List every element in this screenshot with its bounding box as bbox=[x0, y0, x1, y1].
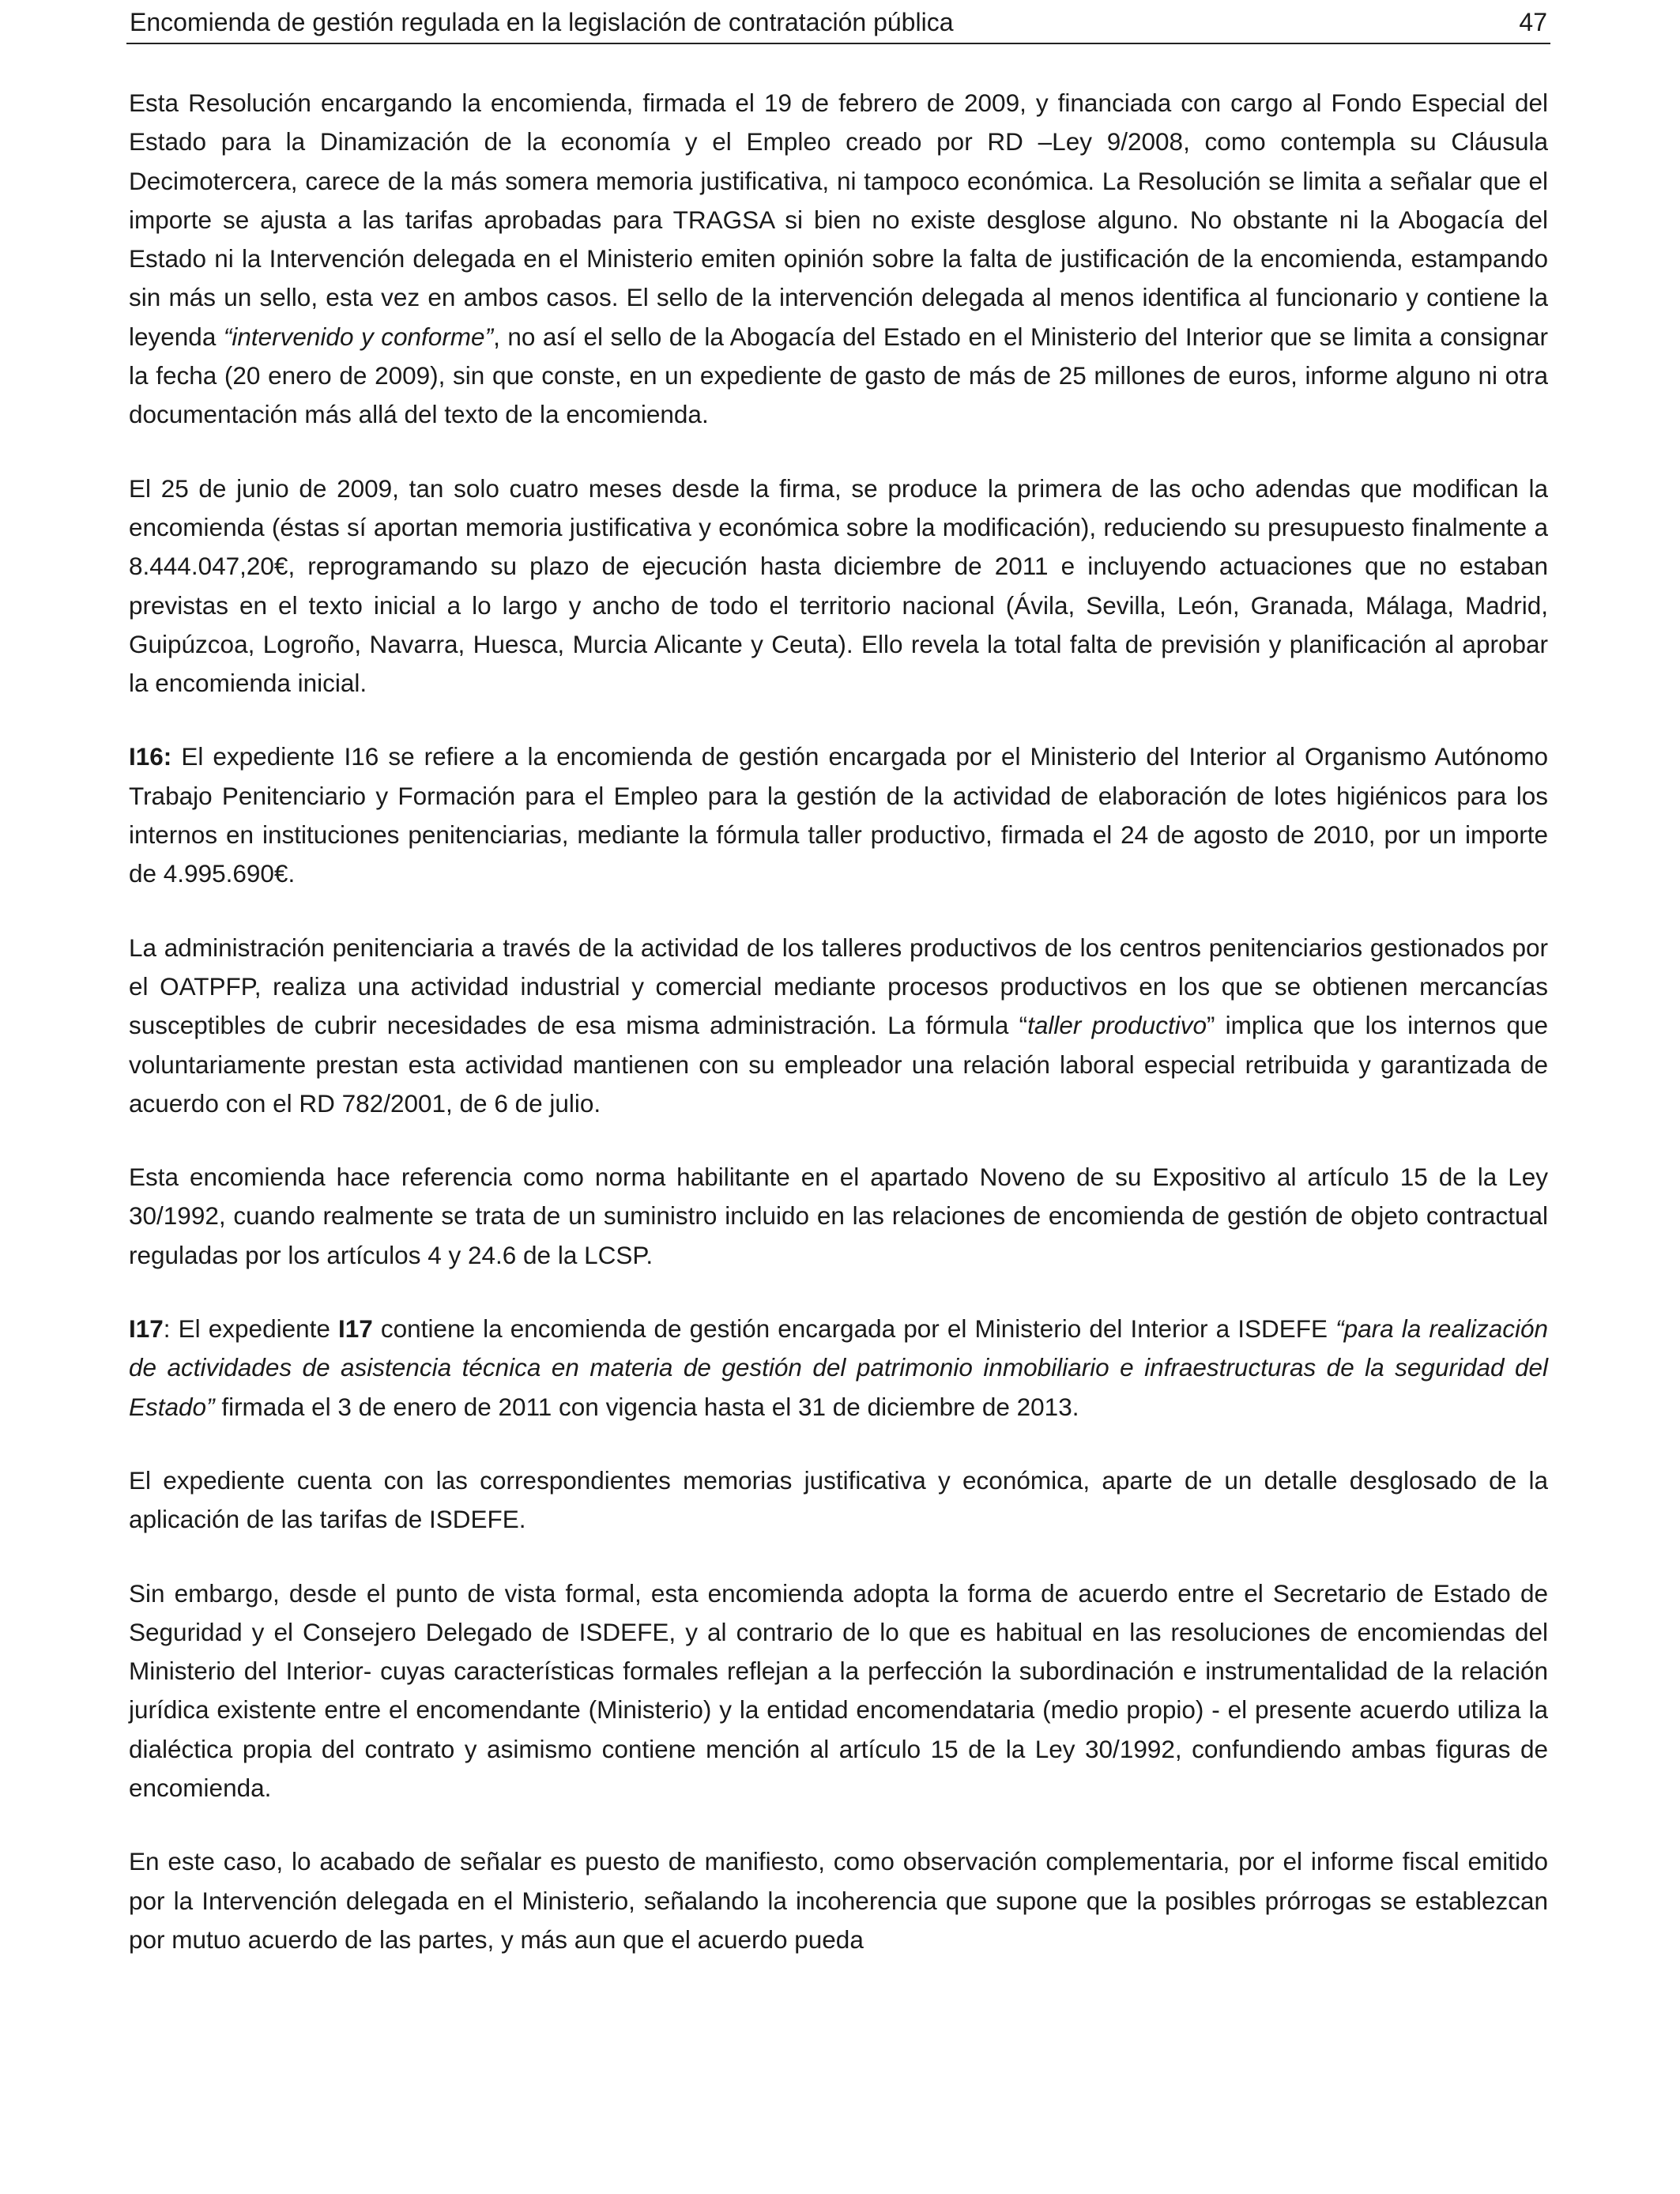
header-title: Encomienda de gestión regulada en la legislación de contratación pública bbox=[130, 8, 954, 36]
paragraph-text: Esta encomienda hace referencia como norma habilitante en el apartado Noveno de su Expositivo al artículo 15 de la Ley 30/1992, cuando realmente se trata de un suministro incluido en las relaciones de encomienda de gestión de objeto contractual reguladas por los artículos 4 y 24.6 de la LCSP. bbox=[129, 1163, 1548, 1269]
paragraph-i17 bbox=[129, 1310, 1548, 1427]
paragraph-resolucion bbox=[129, 84, 1548, 435]
paragraph-text: , no así el sello de la Abogacía del Estado en el Ministerio del Interior que se limita a consignar la fecha (20 enero de 2009), sin que conste, en un expediente de gasto de más de 25 millones de euros, informe alguno ni otra documentación más allá del texto de la encomienda. bbox=[129, 322, 1548, 429]
paragraph-text: Esta Resolución encargando la encomienda, firmada el 19 de febrero de 2009, y financiada con cargo al Fondo Especial del Estado para la Dinamización de la economía y el Empleo creado por RD –Ley 9/2008, como contempla su Cláusula Decimotercera, carece de la más somera memoria justificativa, ni tampoco económica. La Resolución se limita a señalar que el importe se ajusta a las tarifas aprobadas para TRAGSA si bien no existe desglose alguno. No obstante ni la Abogacía del Estado ni la Intervención delegada en el Ministerio emiten opinión sobre la falta de justificación de la encomienda, estampando sin más un sello, esta vez en ambos casos. El sello de la intervención delegada al menos identifica al funcionario y contiene la leyenda bbox=[129, 89, 1548, 351]
page-header bbox=[126, 5, 1550, 44]
expediente-label-i17: I17 bbox=[129, 1314, 164, 1344]
page-number: 47 bbox=[1519, 8, 1547, 36]
paragraph-text: El expediente I16 se refiere a la encomienda de gestión encargada por el Ministerio del Interior al Organismo Autónomo Trabajo Penitenciario y Formación para el Empleo para la gestión de la actividad de elaboración de lotes higiénicos para los internos en instituciones penitenciarias, mediante la fórmula taller productivo, firmada el 24 de agosto de 2010, por un importe de 4.995.690€. bbox=[129, 742, 1548, 888]
paragraph-text: En este caso, lo acabado de señalar es puesto de manifiesto, como observación complementaria, por el informe fiscal emitido por la Intervención delegada en el Ministerio, señalando la incoherencia que supone que la posibles prórrogas se establezcan por mutuo acuerdo de las partes, y más aun que el acuerdo pueda bbox=[129, 1847, 1548, 1954]
paragraph-adendas bbox=[129, 469, 1548, 703]
paragraph-text: El expediente cuenta con las correspondientes memorias justificativa y económica, aparte de un detalle desglosado de la aplicación de las tarifas de ISDEFE. bbox=[129, 1465, 1548, 1534]
quoted-legend: “intervenido y conforme” bbox=[223, 322, 494, 351]
expediente-label-i16: I16: bbox=[129, 742, 172, 771]
paragraph-text: El 25 de junio de 2009, tan solo cuatro meses desde la firma, se produce la primera de las ocho adendas que modifican la encomienda (éstas sí aportan memoria justificativa y económica sobre la modificación), reduciendo su presupuesto finalmente a 8.444.047,20€, reprogramando su plazo de ejecución hasta diciembre de 2011 e incluyendo actuaciones que no estaban previstas en el texto inicial a lo largo y ancho de todo el territorio nacional (Ávila, Sevilla, León, Granada, Málaga, Madrid, Guipúzcoa, Logroño, Navarra, Huesca, Murcia Alicante y Ceuta). Ello revela la total falta de previsión y planificación al aprobar la encomienda inicial. bbox=[129, 473, 1548, 698]
body-text bbox=[129, 84, 1548, 1994]
expediente-label-i17-inline: I17 bbox=[338, 1314, 373, 1344]
paragraph-text: : El expediente bbox=[163, 1314, 338, 1344]
paragraph-text: La administración penitenciaria a través de la actividad de los talleres productivos de los centros penitenciarios gestionados por el OATPFP, realiza una actividad industrial y comercial mediante procesos productivos en los que se obtienen mercancías susceptibles de cubrir necesidades de esa misma administración. La fórmula “ bbox=[129, 933, 1548, 1040]
paragraph-informe-fiscal bbox=[129, 1842, 1548, 1959]
paragraph-administracion-penitenciaria bbox=[129, 929, 1548, 1123]
paragraph-norma-habilitante bbox=[129, 1158, 1548, 1275]
paragraph-text: ” implica que los internos que voluntariamente prestan esta actividad mantienen con su empleador una relación laboral especial retribuida y garantizada de acuerdo con el RD 782/2001, de 6 de julio. bbox=[129, 1011, 1548, 1118]
paragraph-punto-de-vista-formal bbox=[129, 1574, 1548, 1808]
paragraph-text: Sin embargo, desde el punto de vista formal, esta encomienda adopta la forma de acuerdo entre el Secretario de Estado de Seguridad y el Consejero Delegado de ISDEFE, y al contrario de lo que es habitual en las resoluciones de encomiendas del Ministerio del Interior- cuyas características formales reflejan a la perfección la subordinación e instrumentalidad de la relación jurídica existente entre el encomendante (Ministerio) y la entidad encomendataria (medio propio) - el presente acuerdo utiliza la dialéctica propia del contrato y asimismo contiene mención al artículo 15 de la Ley 30/1992, confundiendo ambas figuras de encomienda. bbox=[129, 1578, 1548, 1802]
paragraph-memorias bbox=[129, 1461, 1548, 1540]
paragraph-text: firmada el 3 de enero de 2011 con vigencia hasta el 31 de diciembre de 2013. bbox=[214, 1392, 1079, 1421]
paragraph-i16 bbox=[129, 737, 1548, 893]
italic-term: taller productivo bbox=[1027, 1011, 1207, 1040]
quoted-object: “para la realización de actividades de asistencia técnica en materia de gestión del patrimonio inmobiliario e infraestructuras de la seguridad del Estado” bbox=[129, 1314, 1548, 1421]
paragraph-text: contiene la encomienda de gestión encargada por el Ministerio del Interior a ISDEFE bbox=[372, 1314, 1336, 1344]
